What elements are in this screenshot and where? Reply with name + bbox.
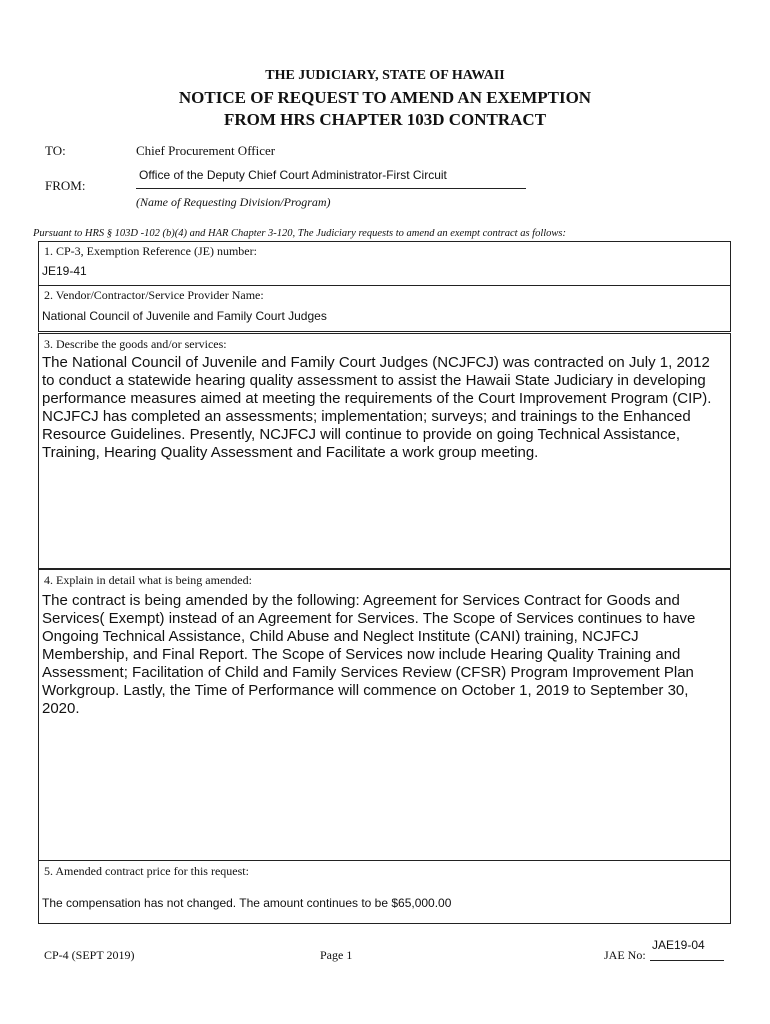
to-value: Chief Procurement Officer [136, 143, 276, 158]
section-2-value: National Council of Juvenile and Family Court Judges [42, 309, 327, 323]
section-3-value: The National Council of Juvenile and Family Court Judges (NCJFCJ) was contracted on July 1, 2012 to conduct a statewide hearing quality assessment to assist the Hawaii State Judiciary in developing performance measures aimed at meeting the requirements of the Court Improvement Program (CIP). NCJFCJ has completed an assessments; implementation; surveys; and trainings to the Enhanced Resource Guidelines. Presently, NCJFCJ will continue to provide on going Technical Assistance, Training, Hearing Quality Assessment and Facilitate a work group meeting. [42, 354, 712, 461]
from-field[interactable] [136, 168, 526, 189]
page-number: Page 1 [320, 948, 353, 962]
from-value: Office of the Deputy Chief Court Administrator-First Circuit [139, 168, 447, 182]
jae-value: JAE19-04 [652, 938, 705, 952]
section-3-label: 3. Describe the goods and/or services: [44, 337, 227, 351]
section-2-box[interactable] [38, 285, 731, 332]
section-5-box[interactable] [38, 860, 731, 924]
to-label: TO: [45, 143, 66, 158]
section-4-box[interactable] [38, 569, 731, 861]
from-label: FROM: [45, 178, 86, 193]
section-1-box[interactable] [38, 241, 731, 286]
jae-field[interactable] [650, 938, 724, 961]
section-4-label: 4. Explain in detail what is being amended: [44, 573, 252, 587]
section-2-label: 2. Vendor/Contractor/Service Provider Name: [44, 288, 264, 302]
section-1-value: JE19-41 [42, 264, 87, 278]
header-line-1: THE JUDICIARY, STATE OF HAWAII [265, 68, 505, 83]
page-title: NOTICE OF REQUEST TO AMEND AN EXEMPTION [178, 88, 592, 107]
section-3-box[interactable] [38, 333, 731, 569]
section-1-label: 1. CP-3, Exemption Reference (JE) number: [44, 244, 257, 258]
section-5-label: 5. Amended contract price for this request: [44, 864, 249, 878]
form-id: CP-4 (SEPT 2019) [44, 948, 135, 962]
section-4-value: The contract is being amended by the following: Agreement for Services Contract for Goods and Services( Exempt) instead of an Agreement for Services. The Scope of Services continues to have Ongoing Technical Assistance, Child Abuse and Neglect Institute (CANI) training, NCJFCJ Membership, and Final Report. The Scope of Services now include Hearing Quality Training and Assessment; Facilitation of Child and Family Services Review (CFSR) Program Improvement Plan Workgroup. Lastly, the Time of Performance will commence on October 1, 2019 to September 30, 2020. [42, 592, 696, 717]
page-subtitle: FROM HRS CHAPTER 103D CONTRACT [223, 110, 547, 129]
jae-label: JAE No: [604, 948, 646, 962]
pursuant-text: Pursuant to HRS § 103D -102 (b)(4) and HAR Chapter 3-120, The Judiciary requests to amend an exempt contract as follows: [33, 228, 566, 239]
section-5-value: The compensation has not changed. The amount continues to be $65,000.00 [42, 896, 452, 910]
from-caption: (Name of Requesting Division/Program) [136, 195, 331, 209]
